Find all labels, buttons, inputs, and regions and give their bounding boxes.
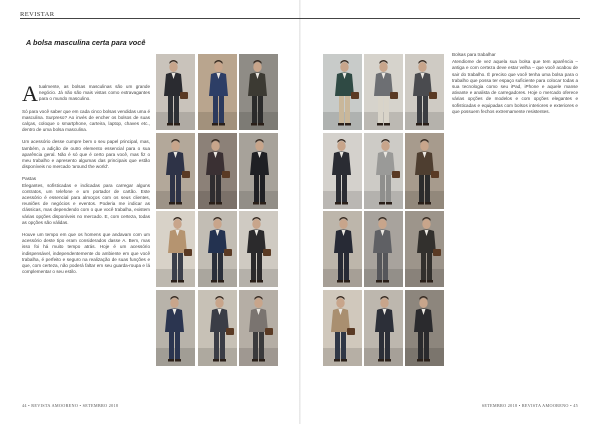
paragraph-5: Houve um tempo em que os homens que andavam com um acessório deste tipo eram considerados dasse A. Bem, mas isso foi há muito tempo atrás. Hoje é um acessório indispensável, independentemente do ambiente em que você trabalha, é perfeito e seguro na realização de suas funções e que, com certeza, não poderá faltar em seu guarda-roupa e lá complementar o seu estilo. xyxy=(22,232,150,275)
photo-man-brown-jacket xyxy=(405,133,444,209)
photo-man-tan-blazer xyxy=(323,290,362,366)
photo-man-black-overcoat xyxy=(239,211,278,287)
photo-man-charcoal-overcoat xyxy=(405,54,444,130)
section-label: REVISTAR xyxy=(20,11,55,18)
header-rule xyxy=(20,18,580,19)
paragraph-pastas: Pastas Elegantes, sofisticadas e indicadas para carregar alguns contratos, um telefone e um portador de cartão. Este acessório é essencial para almoços com os seus clientes, reuniões de negócios e eventos. Poderia me indicar as clássicas, mas dependendo com o que você trabalha, existem várias opções disponíveis no mercado. E, com certeza, todas as opções são válidas. xyxy=(22,176,150,225)
photo-man-pinstripe-suit xyxy=(198,290,237,366)
photo-man-grey-suit-bag xyxy=(364,211,403,287)
page-gutter xyxy=(299,0,301,424)
photo-man-dark-coat-street xyxy=(156,54,195,130)
photo-man-light-grey-suit xyxy=(364,133,403,209)
right-column-heading: Bolsas para trabalhar xyxy=(452,52,496,57)
intro-paragraph: Atualmente, as bolsas masculinas são um grande negócio. Já não são mais vistas como extravagantes para o mundo masculino. xyxy=(22,81,150,106)
photo-man-olive-jacket xyxy=(239,54,278,130)
photo-man-navy-suit-walk xyxy=(156,290,195,366)
photo-man-grey-blazer xyxy=(364,54,403,130)
drop-cap: A xyxy=(22,81,38,106)
photo-man-burgundy-scarf xyxy=(198,133,237,209)
footer-left: 44 • REVISTA AMOORENO • SETEMBRO 2018 xyxy=(22,403,119,408)
photo-man-navy-blazer-bag xyxy=(198,211,237,287)
article-title: A bolsa masculina certa para você xyxy=(26,38,146,47)
photo-man-suit-briefcase-corner xyxy=(364,290,403,366)
photo-man-dark-suit-briefcase xyxy=(323,133,362,209)
right-paragraph-1: Atendiome de vez aquela sua bolsa que tem aparência – antiga e com certeza deve estar velha – que você acabou de sair do trabalho. É preciso que você tenha uma bolsa para o trabalho que possa ter espaço suficiente para colocar todas a sua tecnologia como seu iPad, iPhone e aquele manse ativante e analista de carregadores. Hoje o mercado oferece várias opções de modelos e com opções elegantes e sofisticadas e equipadas com bolsos interiores e exteriores e que possuem fechos extremamente resistentes. xyxy=(452,59,578,114)
photo-man-red-tie-suit xyxy=(323,211,362,287)
footer-right: SETEMBRO 2018 • REVISTA AMOORENO • 45 xyxy=(481,403,578,408)
photo-man-black-suit-stairs xyxy=(239,133,278,209)
photo-man-black-leather-bag xyxy=(405,290,444,366)
photo-man-camel-coat xyxy=(156,211,195,287)
photo-man-navy-suit-bag xyxy=(156,133,195,209)
right-text-column xyxy=(452,52,578,121)
paragraph-2: Só para você saber que em cada cinco bolsas vendidas uma é masculina. Surpreso? Ao invés de encher os bolsos de suas calças, coloque o smartphone, carteira, laptop, chaves etc., dentro de uma bolsa masculina. xyxy=(22,108,150,133)
photo-man-dark-coat-city xyxy=(405,211,444,287)
left-text-column xyxy=(22,81,150,281)
photo-man-green-sweater xyxy=(323,54,362,130)
paragraph-3: Um acessório desse cumpre bem o seu papel principal, mas, também, a adição de outro elemento essencial para o sua aparência geral. Não é só que é certo para você, mas fiz o meu trabalho e apresento algumas das principais que estão disponíveis no mercado 'around the world'. xyxy=(22,139,150,170)
photo-man-blue-suit xyxy=(198,54,237,130)
photo-man-grey-overcoat xyxy=(239,290,278,366)
